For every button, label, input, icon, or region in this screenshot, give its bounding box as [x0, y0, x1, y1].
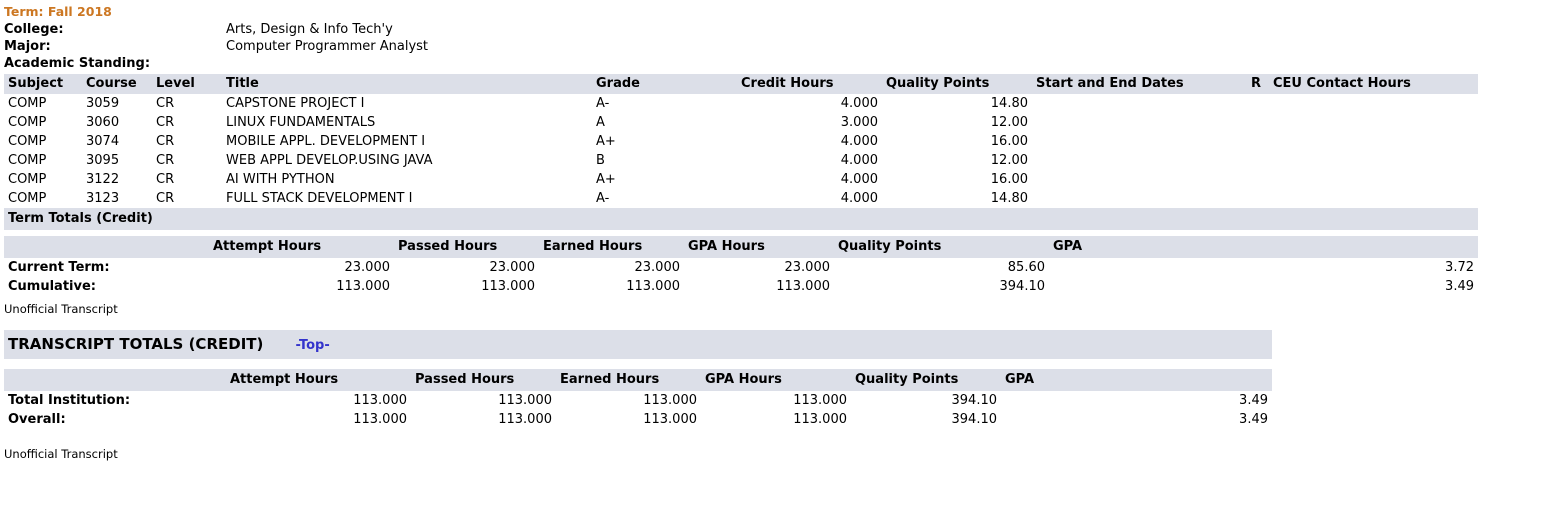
cell-r [1247, 94, 1269, 113]
cell-r [1247, 170, 1269, 189]
transcript-totals-title: TRANSCRIPT TOTALS (CREDIT) [8, 335, 264, 353]
cell-grade: A+ [596, 172, 616, 187]
info-row-major [4, 38, 428, 55]
cell-ceu-contact-hours [1269, 151, 1478, 170]
ttt-gpa: 3.49 [1239, 393, 1268, 408]
transcript-totals-table-header [4, 369, 1272, 391]
ttt-col-attempt-hours: Attempt Hours [226, 369, 411, 391]
col-start-end-dates: Start and End Dates [1032, 74, 1247, 94]
college-value: Arts, Design & Info Tech'y [226, 22, 393, 37]
cell-course: 3123 [86, 191, 120, 206]
cell-level: CR [156, 153, 175, 168]
cell-title: FULL STACK DEVELOPMENT I [226, 191, 413, 206]
cell-grade: B [596, 153, 605, 168]
cell-course: 3122 [86, 172, 120, 187]
ttt-earned-hours: 113.000 [643, 412, 697, 427]
cell-r [1247, 113, 1269, 132]
tt-earned-hours: 23.000 [634, 260, 680, 275]
cell-start-end-dates [1032, 170, 1247, 189]
tt-passed-hours: 23.000 [489, 260, 535, 275]
tt-attempt-hours: 23.000 [344, 260, 390, 275]
tt-quality-points: 394.10 [999, 279, 1045, 294]
cell-start-end-dates [1032, 113, 1247, 132]
ttt-col-blank [4, 369, 226, 391]
cell-quality-points: 12.00 [990, 115, 1028, 130]
transcript-totals-table [4, 369, 1272, 429]
cell-subject: COMP [8, 134, 47, 149]
cell-credit-hours: 4.000 [840, 96, 878, 111]
table-row [4, 258, 1478, 277]
ttt-gpa: 3.49 [1239, 412, 1268, 427]
cell-ceu-contact-hours [1269, 94, 1478, 113]
table-row [4, 170, 1478, 189]
cell-credit-hours: 4.000 [840, 134, 878, 149]
term-totals-section-label: Term Totals (Credit) [4, 208, 1478, 230]
transcript-totals-body [4, 391, 1272, 429]
col-subject: Subject [4, 74, 82, 94]
cell-r [1247, 132, 1269, 151]
ttt-quality-points: 394.10 [951, 412, 997, 427]
ttt-row-label: Total Institution: [8, 393, 131, 408]
term-totals-body [4, 258, 1478, 296]
info-row-college [4, 21, 428, 38]
cell-quality-points: 14.80 [990, 96, 1028, 111]
cell-credit-hours: 4.000 [840, 172, 878, 187]
col-level: Level [152, 74, 222, 94]
table-row [4, 132, 1478, 151]
term-totals-table [4, 236, 1478, 296]
tt-col-earned-hours: Earned Hours [539, 236, 684, 258]
course-table-header [4, 74, 1478, 94]
ttt-gpa-hours: 113.000 [793, 412, 847, 427]
tt-col-passed-hours: Passed Hours [394, 236, 539, 258]
cell-ceu-contact-hours [1269, 113, 1478, 132]
col-course: Course [82, 74, 152, 94]
cell-grade: A- [596, 191, 610, 206]
ttt-attempt-hours: 113.000 [353, 412, 407, 427]
cell-ceu-contact-hours [1269, 132, 1478, 151]
cell-title: AI WITH PYTHON [226, 172, 335, 187]
tt-gpa: 3.49 [1445, 279, 1474, 294]
table-row [4, 277, 1478, 296]
cell-subject: COMP [8, 115, 47, 130]
cell-credit-hours: 4.000 [840, 191, 878, 206]
info-row-academic-standing [4, 55, 428, 72]
ttt-col-quality-points: Quality Points [851, 369, 1001, 391]
cell-title: WEB APPL DEVELOP.USING JAVA [226, 153, 433, 168]
cell-quality-points: 14.80 [990, 191, 1028, 206]
cell-credit-hours: 3.000 [840, 115, 878, 130]
cell-subject: COMP [8, 96, 47, 111]
ttt-earned-hours: 113.000 [643, 393, 697, 408]
cell-course: 3095 [86, 153, 120, 168]
ttt-passed-hours: 113.000 [498, 393, 552, 408]
major-value: Computer Programmer Analyst [226, 39, 429, 54]
tt-gpa-hours: 23.000 [784, 260, 830, 275]
cell-level: CR [156, 172, 175, 187]
tt-col-quality-points: Quality Points [834, 236, 1049, 258]
student-info-table [4, 21, 428, 72]
cell-start-end-dates [1032, 94, 1247, 113]
footnote-unofficial-transcript-bottom: Unofficial Transcript [4, 447, 118, 461]
cell-grade: A- [596, 96, 610, 111]
cell-subject: COMP [8, 191, 47, 206]
cell-credit-hours: 4.000 [840, 153, 878, 168]
cell-grade: A [596, 115, 605, 130]
cell-level: CR [156, 134, 175, 149]
ttt-passed-hours: 113.000 [498, 412, 552, 427]
col-r: R [1247, 74, 1269, 94]
cell-r [1247, 189, 1269, 208]
cell-title: CAPSTONE PROJECT I [226, 96, 365, 111]
transcript-totals-header-bar [4, 330, 1272, 359]
cell-quality-points: 16.00 [990, 172, 1028, 187]
cell-grade: A+ [596, 134, 616, 149]
tt-gpa-hours: 113.000 [776, 279, 830, 294]
cell-r [1247, 151, 1269, 170]
cell-start-end-dates [1032, 132, 1247, 151]
course-table [4, 74, 1478, 208]
cell-level: CR [156, 96, 175, 111]
ttt-col-earned-hours: Earned Hours [556, 369, 701, 391]
cell-start-end-dates [1032, 189, 1247, 208]
tt-row-label: Cumulative: [8, 279, 96, 294]
cell-title: MOBILE APPL. DEVELOPMENT I [226, 134, 426, 149]
academic-standing-value [226, 55, 428, 72]
cell-level: CR [156, 115, 175, 130]
tt-earned-hours: 113.000 [626, 279, 680, 294]
table-row [4, 113, 1478, 132]
term-totals-header-row [4, 236, 1478, 258]
cell-subject: COMP [8, 153, 47, 168]
ttt-quality-points: 394.10 [951, 393, 997, 408]
col-grade: Grade [592, 74, 737, 94]
tt-col-gpa-hours: GPA Hours [684, 236, 834, 258]
table-row [4, 189, 1478, 208]
table-row [4, 151, 1478, 170]
ttt-col-passed-hours: Passed Hours [411, 369, 556, 391]
col-ceu-contact-hours: CEU Contact Hours [1269, 74, 1478, 94]
tt-col-blank [4, 236, 209, 258]
tt-col-attempt-hours: Attempt Hours [209, 236, 394, 258]
college-label: College: [4, 22, 64, 37]
col-title: Title [222, 74, 592, 94]
cell-ceu-contact-hours [1269, 170, 1478, 189]
cell-title: LINUX FUNDAMENTALS [226, 115, 376, 130]
major-label: Major: [4, 39, 51, 54]
top-link[interactable]: -Top- [295, 338, 330, 353]
cell-course: 3059 [86, 96, 120, 111]
cell-ceu-contact-hours [1269, 189, 1478, 208]
academic-standing-label: Academic Standing: [4, 56, 151, 71]
col-credit-hours: Credit Hours [737, 74, 882, 94]
table-row [4, 391, 1272, 410]
cell-quality-points: 16.00 [990, 134, 1028, 149]
course-header-row [4, 74, 1478, 94]
tt-col-gpa: GPA [1049, 236, 1478, 258]
table-row [4, 94, 1478, 113]
term-heading: Term: Fall 2018 [4, 4, 112, 19]
tt-attempt-hours: 113.000 [336, 279, 390, 294]
course-table-body [4, 94, 1478, 208]
footnote-unofficial-transcript-top: Unofficial Transcript [4, 302, 118, 316]
ttt-row-label: Overall: [8, 412, 66, 427]
ttt-col-gpa: GPA [1001, 369, 1272, 391]
cell-level: CR [156, 191, 175, 206]
col-quality-points: Quality Points [882, 74, 1032, 94]
table-row [4, 410, 1272, 429]
tt-quality-points: 85.60 [1007, 260, 1045, 275]
transcript-totals-header-row [4, 369, 1272, 391]
cell-course: 3060 [86, 115, 120, 130]
cell-course: 3074 [86, 134, 120, 149]
cell-subject: COMP [8, 172, 47, 187]
cell-quality-points: 12.00 [990, 153, 1028, 168]
tt-passed-hours: 113.000 [481, 279, 535, 294]
tt-row-label: Current Term: [8, 260, 110, 275]
term-totals-header [4, 236, 1478, 258]
ttt-attempt-hours: 113.000 [353, 393, 407, 408]
ttt-gpa-hours: 113.000 [793, 393, 847, 408]
ttt-col-gpa-hours: GPA Hours [701, 369, 851, 391]
cell-start-end-dates [1032, 151, 1247, 170]
tt-gpa: 3.72 [1445, 260, 1474, 275]
